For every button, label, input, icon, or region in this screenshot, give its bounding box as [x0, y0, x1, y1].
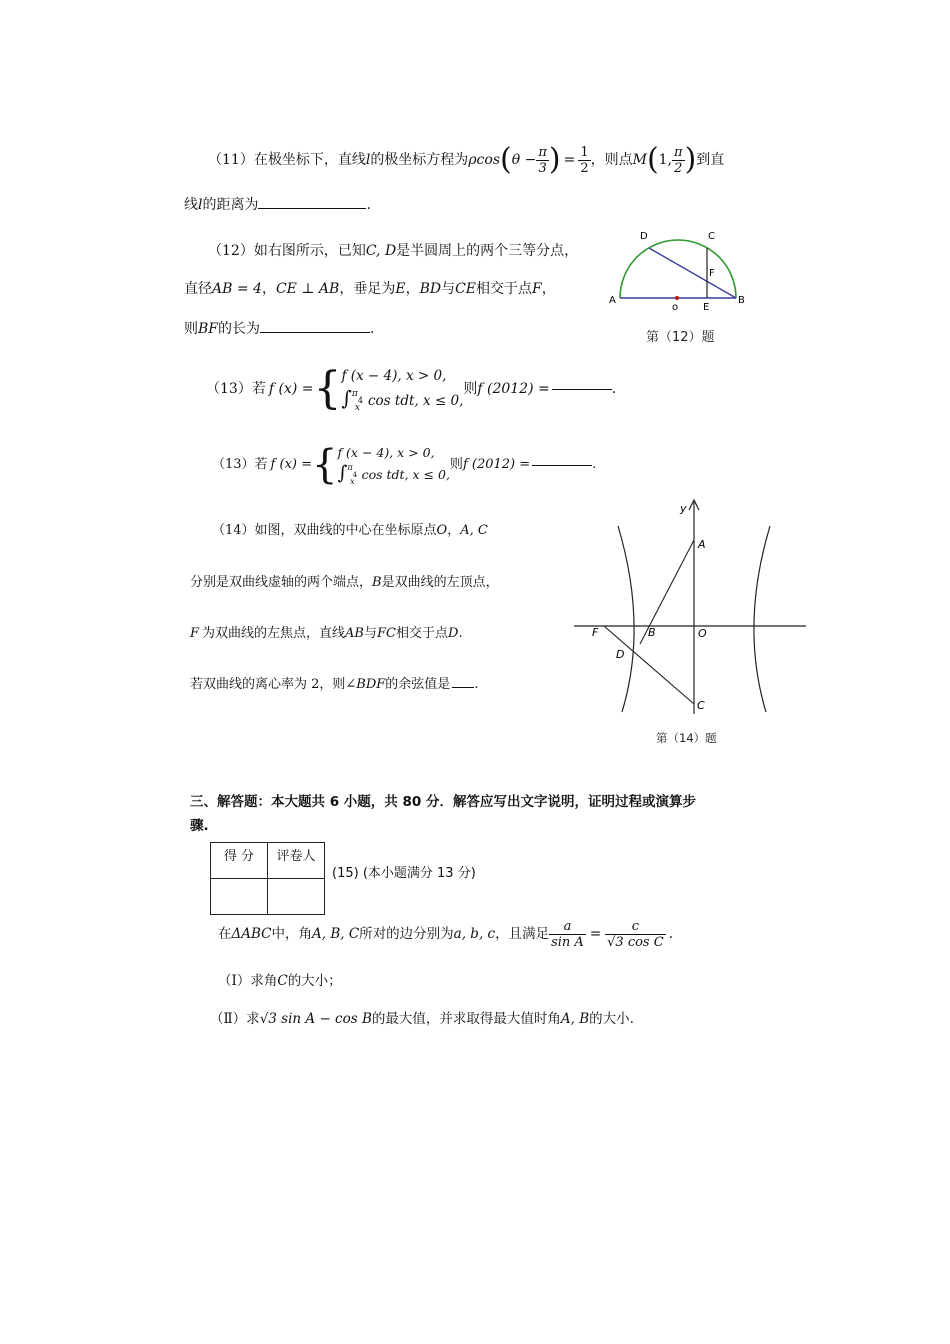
q14-line1: （14）如图，双曲线的中心在坐标原点O，A, C [212, 523, 488, 538]
q11-rho-cos: ρcos [468, 152, 500, 168]
q15-part2: （Ⅱ）求√3 sin A − cos B的最大值，并求取得最大值时角A, B的大小. [210, 1011, 634, 1027]
q12-label-O: o [672, 302, 679, 313]
q14-line3: F 为双曲线的左焦点，直线AB与FC相交于点D. [190, 626, 463, 641]
q14-line2: 分别是双曲线虚轴的两个端点，B是双曲线的左顶点， [190, 575, 499, 590]
q12-caption: 第（12）题 [646, 330, 715, 345]
q12-line1: （12）如右图所示，已知C, D是半圆周上的两个三等分点， [208, 243, 579, 259]
q13-answer-blank[interactable] [552, 389, 612, 390]
q14-label-A: A [698, 538, 706, 551]
q12-label-A: A [609, 295, 616, 306]
q14-line4: 若双曲线的离心率为 2，则∠BDF的余弦值是 . [190, 677, 479, 692]
q12-label-B: B [738, 295, 745, 306]
q15-frac-a-sinA: $\frac{a}{\text{sin A}}$ [551, 918, 584, 950]
q12-line2: 直径AB = 4，CE ⊥ AB，垂足为E，BD与CE相交于点F， [184, 281, 556, 297]
q14-label-O: O [698, 627, 707, 640]
q13-first: （13）若 f (x) = { f (x − 4), x > 0, $\int^\pi 4_x$ cos tdt, x ≤ 0, 则 f (2012) = . [206, 363, 617, 414]
q12-arc [620, 240, 736, 298]
section3-heading: 三、解答题：本大题共 6 小题，共 80 分．解答应写出文字说明，证明过程或演算步 骤. [190, 794, 696, 834]
q12-center-dot [675, 296, 679, 300]
score-cell[interactable] [211, 879, 268, 915]
q12-label-F: F [709, 268, 715, 279]
q14-label-F: F [592, 626, 599, 639]
q11-one-half: $\frac{1}{2}$ [580, 144, 589, 176]
q14-caption: 第（14）题 [656, 731, 717, 745]
q14-hyperbola-figure [570, 496, 810, 718]
q12-answer-blank[interactable] [260, 332, 370, 333]
q12-label-C: C [708, 231, 715, 242]
q14-left-branch [618, 526, 634, 712]
q12-label-D: D [640, 231, 648, 242]
q14-label-B: B [648, 626, 656, 639]
grader-header: 评卷人 [268, 843, 325, 879]
q12-semicircle-figure [600, 222, 760, 322]
q11-text-c: ，则点 [590, 152, 633, 168]
q15-part1: （Ⅰ）求角C的大小； [218, 973, 342, 989]
q12-label-E: E [703, 302, 710, 313]
q15-statement: 在 ΔABC 中，角 A, B, C 所对的边分别为 a, b, c ，且满足 $\frac{a}{\text{sin A}}$ = $\frac{c}{\text{√3 cos C}}$ . [218, 918, 673, 950]
q11-M: M [632, 152, 647, 168]
q11-pi-over-3: $\frac{\pi}{3}$ [538, 144, 547, 176]
q11-line2: 线l的距离为 . [184, 197, 371, 213]
q13-answer-blank-2[interactable] [532, 465, 592, 466]
q11-text-b: 的极坐标方程为 [370, 152, 469, 168]
q11-text-d: 到直 [696, 152, 725, 168]
q14-label-D: D [616, 648, 625, 661]
q15-frac-c-cosC: $\frac{c}{\text{√3 cos C}}$ [607, 918, 664, 950]
q12-line3: 则BF的长为 . [184, 321, 375, 337]
grader-cell[interactable] [268, 879, 325, 915]
score-header: 得 分 [211, 843, 268, 879]
q11-l: l [365, 152, 371, 168]
q11-line1: （11）在极坐标下，直线 l 的极坐标方程为 ρcos ( θ − $\frac{\pi}{3}$ ) = $\frac{1}{2}$ ，则点 M ( 1, $\frac{\pi}{2}$ ) 到直 [208, 142, 725, 177]
q11-text-a: （11）在极坐标下，直线 [208, 152, 366, 168]
q11-theta: θ − [511, 152, 537, 168]
q14-label-y: y [680, 502, 687, 515]
q15-header: (15) (本小题满分 13 分) [332, 866, 476, 881]
q11-pi-over-2: $\frac{\pi}{2}$ [674, 144, 683, 176]
q12-line-BD [649, 248, 736, 298]
q13-second: （13）若 f (x) = { f (x − 4), x > 0, $\int^\pi 4_x$ cos tdt, x ≤ 0, 则 f (2012) = . [212, 442, 597, 488]
q11-answer-blank[interactable] [258, 208, 366, 209]
q14-answer-blank[interactable] [452, 687, 474, 688]
q14-label-C: C [697, 699, 705, 712]
q14-right-branch [754, 526, 770, 712]
score-table [210, 842, 325, 915]
